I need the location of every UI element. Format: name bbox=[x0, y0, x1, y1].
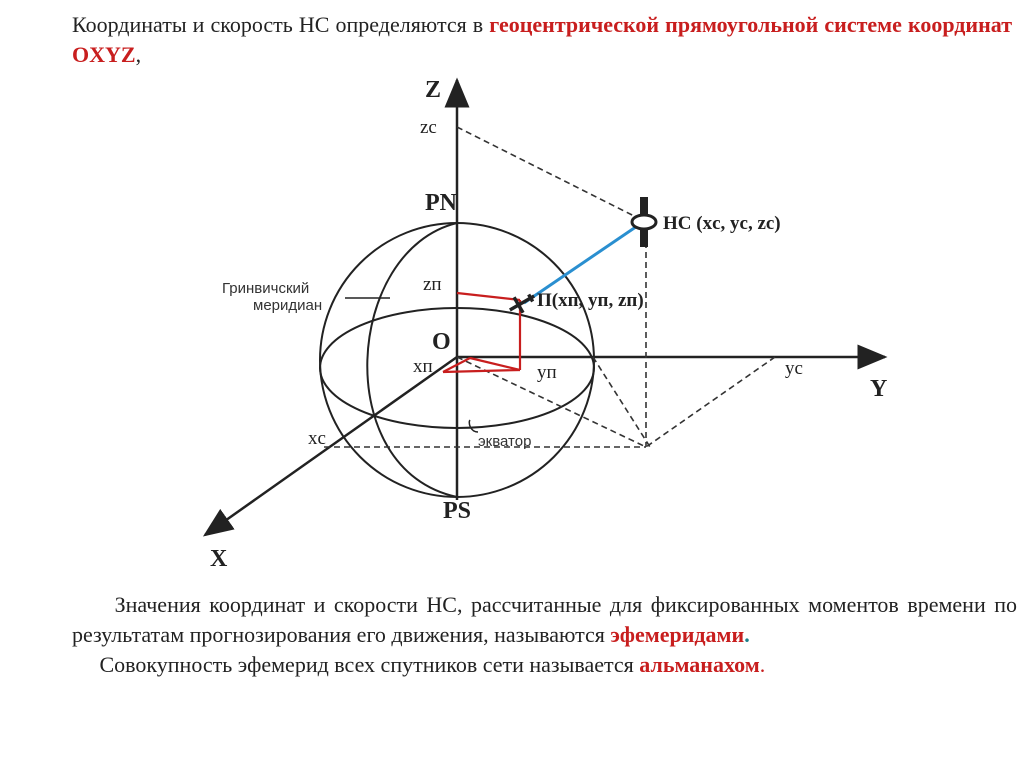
intro-highlight: геоцентрической прямоугольной системе координат OXYZ bbox=[72, 12, 1013, 67]
intro-text: Координаты и скорость НС определяются в bbox=[72, 12, 484, 37]
x-axis bbox=[205, 357, 457, 535]
y-axis-label: Y bbox=[870, 376, 888, 402]
definitions-block bbox=[72, 590, 1017, 680]
equator-label: экватор bbox=[478, 433, 532, 450]
xp-label: xп bbox=[413, 356, 433, 377]
greenwich-label-line2: меридиан bbox=[253, 297, 323, 314]
user-label: П(xп, yп, zп) bbox=[537, 290, 644, 311]
north-pole-label: PN bbox=[425, 190, 457, 216]
almanac-period: . bbox=[759, 652, 766, 677]
yc-label: yc bbox=[785, 358, 803, 379]
satellite-label: НС (xc, yc, zc) bbox=[663, 213, 781, 234]
ephemeris-period: . bbox=[744, 622, 750, 647]
south-pole-label: PS bbox=[443, 498, 472, 524]
zc-label: zc bbox=[420, 117, 437, 138]
satellite-icon bbox=[632, 197, 656, 247]
zp-label: zп bbox=[423, 274, 442, 295]
x-axis-label: X bbox=[210, 546, 228, 572]
almanac-term: альманахом bbox=[639, 652, 760, 677]
intro-end: , bbox=[135, 42, 142, 67]
origin-label: O bbox=[432, 329, 451, 355]
almanac-text: Совокупность эфемерид всех спутников сети называется bbox=[99, 652, 634, 677]
ephemeris-term: эфемеридами bbox=[610, 622, 745, 647]
yp-label: yп bbox=[537, 362, 557, 383]
ephemeris-paragraph bbox=[72, 590, 1017, 650]
almanac-paragraph bbox=[72, 650, 1017, 680]
z-axis-label: Z bbox=[425, 77, 442, 103]
ephemeris-text: Значения координат и скорости НС, рассчитанные для фиксированных моментов времени по результатам прогнозирования его движения, называются bbox=[72, 592, 1017, 647]
xc-label: xc bbox=[308, 428, 326, 449]
greenwich-label-line1: Гринвичский bbox=[222, 280, 310, 297]
